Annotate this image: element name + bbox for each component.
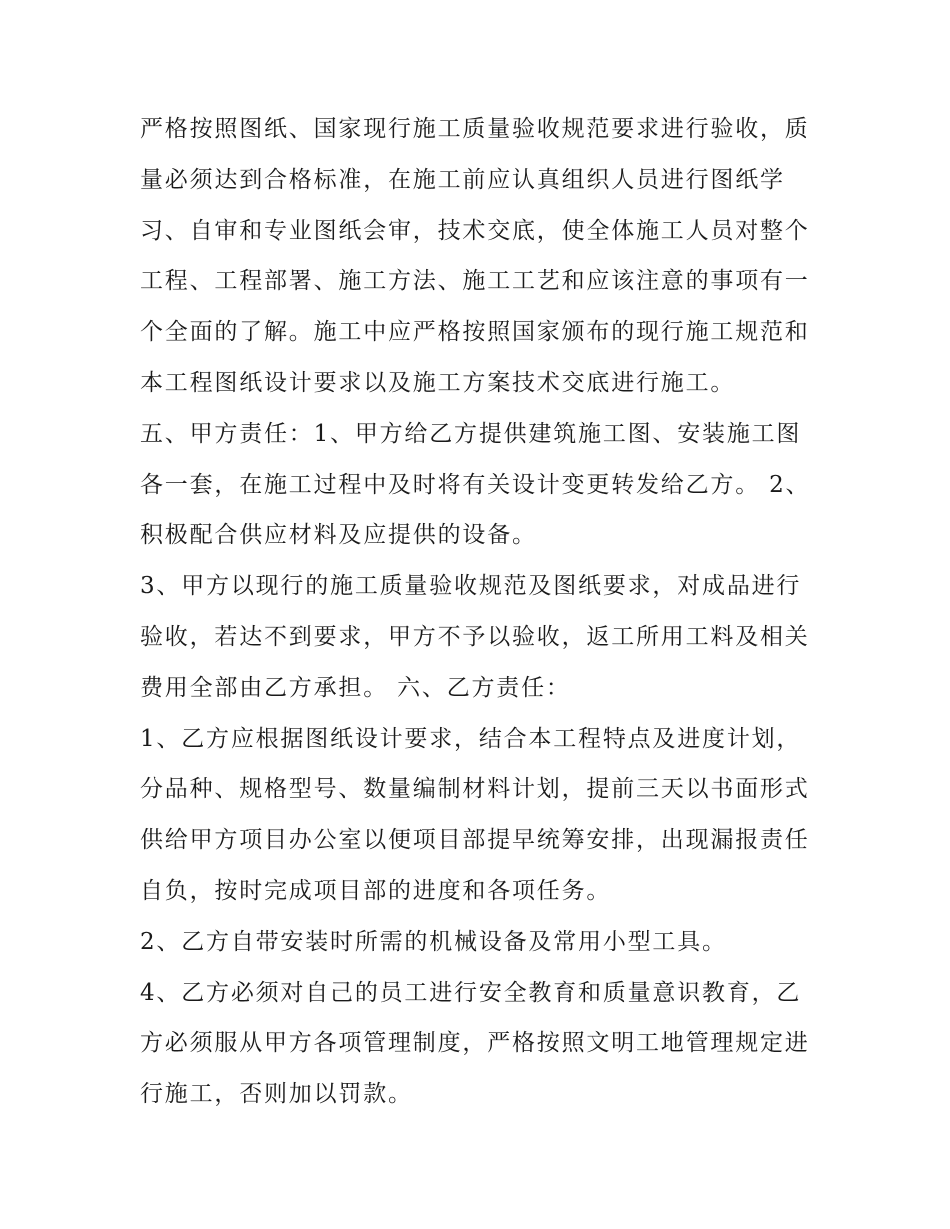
text-line: 2、乙方自带安装时所需的机械设备及常用小型工具。 — [140, 928, 727, 955]
text-line: 3、甲方以现行的施工质量验收规范及图纸要求，对成品进行 — [140, 573, 802, 600]
text-line: 验收，若达不到要求，甲方不予以验收，返工所用工料及相关 — [140, 623, 810, 650]
text-line: 分品种、规格型号、数量编制材料计划，提前三天以书面形式 — [140, 776, 810, 803]
text-line: 工程、工程部署、施工方法、施工工艺和应该注意的事项有一 — [140, 268, 810, 295]
text-line: 4、乙方必须对自己的员工进行安全教育和质量意识教育，乙 — [140, 979, 802, 1006]
document-body — [140, 104, 820, 1120]
text-line: 本工程图纸设计要求以及施工方案技术交底进行施工。 — [140, 369, 736, 396]
text-line: 行施工，否则加以罚款。 — [140, 1081, 413, 1108]
text-line: 五、甲方责任：1、甲方给乙方提供建筑施工图、安装施工图 — [140, 420, 802, 447]
text-line: 严格按照图纸、国家现行施工质量验收规范要求进行验收，质 — [140, 116, 810, 142]
text-line: 供给甲方项目办公室以便项目部提早统筹安排，出现漏报责任 — [140, 827, 810, 854]
text-line: 1、乙方应根据图纸设计要求，结合本工程特点及进度计划， — [140, 725, 802, 752]
text-line: 各一套，在施工过程中及时将有关设计变更转发给乙方。 2、 — [140, 471, 811, 498]
text-line: 费用全部由乙方承担。 六、乙方责任： — [140, 674, 571, 701]
text-line: 习、自审和专业图纸会审，技术交底，使全体施工人员对整个 — [140, 217, 810, 244]
text-line: 量必须达到合格标准，在施工前应认真组织人员进行图纸学 — [140, 166, 785, 193]
text-line: 个全面的了解。施工中应严格按照国家颁布的现行施工规范和 — [140, 319, 810, 346]
text-line: 积极配合供应材料及应提供的设备。 — [140, 522, 537, 549]
text-line: 自负，按时完成项目部的进度和各项任务。 — [140, 877, 612, 904]
text-line: 方必须服从甲方各项管理制度，严格按照文明工地管理规定进 — [140, 1030, 810, 1057]
